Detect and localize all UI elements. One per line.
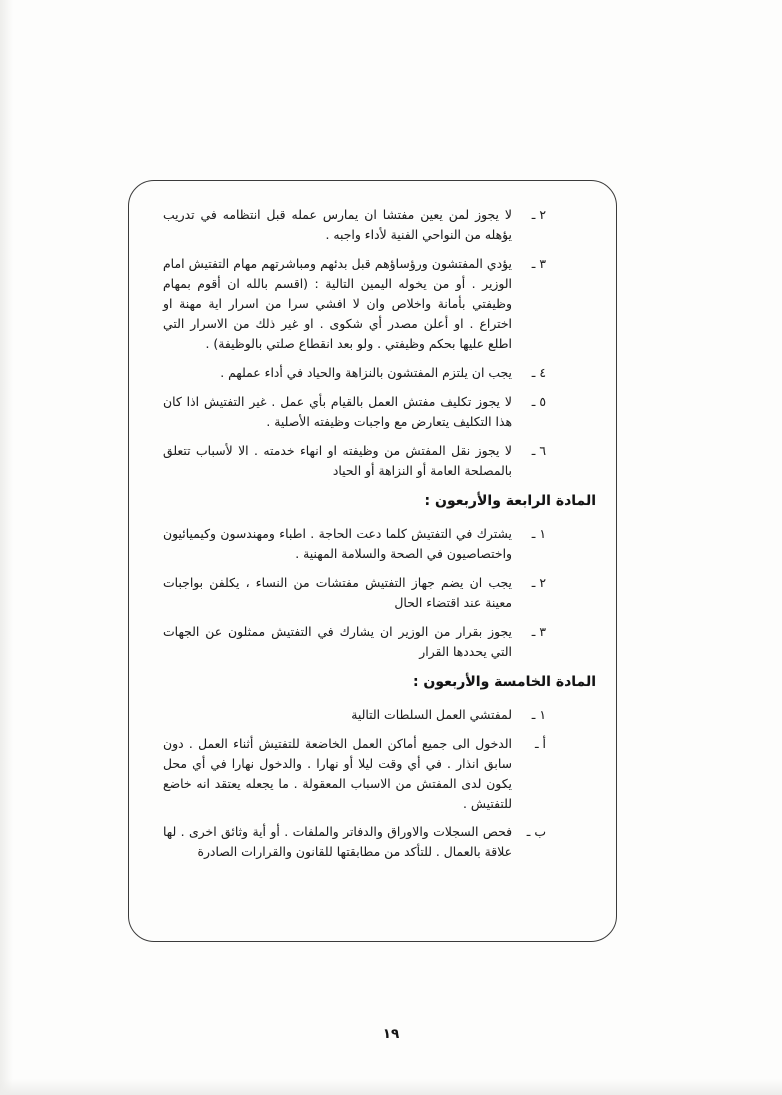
item-text: فحص السجلات والاوراق والدفاتر والملفات . أو أية وثائق اخرى . لها علاقة بالعمال . للتأكد من مطابقتها للقانون والقرارات الصادرة <box>163 824 512 859</box>
item-text: الدخول الى جميع أماكن العمل الخاضعة للتفتيش أثناء العمل . دون سابق انذار . في أي وقت ليلا أو نهارا . والدخول نهارا في أي محل يكون لدى المفتش من الاسباب المعقولة . ما يجعله يعتقد انه خاضع للتفتيش . <box>163 736 512 811</box>
item-marker: ١ ـ <box>531 707 546 722</box>
article-44-item-2 <box>163 573 546 613</box>
list-item-5 <box>163 392 546 432</box>
article-44-heading: المادة الرابعة والأربعون : <box>424 493 596 509</box>
item-marker: ٦ ـ <box>531 443 546 458</box>
item-text: يجب ان يلتزم المفتشون بالنزاهة والحياد في أداء عملهم . <box>220 365 512 380</box>
article-45-powers-list <box>163 734 596 862</box>
item-marker: ٣ ـ <box>531 256 546 271</box>
power-item-a <box>163 734 546 814</box>
article-45-item-1 <box>163 705 546 725</box>
item-text: يجب ان يضم جهاز التفتيش مفتشات من النساء ، يكلفن بواجبات معينة عند اقتضاء الحال <box>163 575 512 610</box>
list-item-6 <box>163 441 546 481</box>
item-text: يشترك في التفتيش كلما دعت الحاجة . اطباء ومهندسون وكيميائيون واختصاصيون في الصحة والسلامة المهنية . <box>163 526 512 561</box>
item-text: لا يجوز نقل المفتش من وظيفته او انهاء خدمته . الا لأسباب تتعلق بالمصلحة العامة أو النزاهة أو الحياد <box>163 443 512 478</box>
item-text: يجوز بقرار من الوزير ان يشارك في التفتيش ممثلون عن الجهات التي يحددها القرار <box>163 624 512 659</box>
item-marker: ٢ ـ <box>531 207 546 222</box>
item-text: يؤدي المفتشون ورؤساؤهم قبل بدئهم ومباشرتهم مهام التفتيش امام الوزير . أو من يخوله اليمين التالية : (اقسم بالله ان أقوم بمهام وظيفتي بأمانة واخلاص وان لا افشي سرا من اسرار اية مهنة او اختراع . او أعلن مصدر أي شكوى . او غير ذلك من الاسرار التي اطلع عليها بحكم وظيفتي . ولو بعد انقطاع صلتي بالوظيفة) . <box>163 256 512 351</box>
power-item-b <box>163 822 546 862</box>
item-marker: ٤ ـ <box>531 365 546 380</box>
article-44-item-1 <box>163 524 546 564</box>
item-marker: ٥ ـ <box>531 394 546 409</box>
page-number: ١٩ <box>382 1026 400 1042</box>
article-44-item-3 <box>163 622 546 662</box>
item-text: لمفتشي العمل السلطات التالية <box>351 707 512 722</box>
item-marker: ٢ ـ <box>531 575 546 590</box>
page-border-frame <box>128 180 617 942</box>
article-45-heading: المادة الخامسة والأربعون : <box>412 674 596 690</box>
item-marker: أ ـ <box>534 736 546 751</box>
item-marker: ١ ـ <box>531 526 546 541</box>
item-text: لا يجوز تكليف مفتش العمل بالقيام بأي عمل . غير التفتيش اذا كان هذا التكليف يتعارض مع واجبات وظيفته الأصلية . <box>163 394 512 429</box>
item-marker: ب ـ <box>526 824 546 839</box>
list-item-2 <box>163 205 546 245</box>
item-marker: ٣ ـ <box>531 624 546 639</box>
item-text: لا يجوز لمن يعين مفتشا ان يمارس عمله قبل انتظامه في تدريب يؤهله من النواحي الفنية لأداء واجبه . <box>163 207 512 242</box>
list-item-3 <box>163 254 546 354</box>
list-item-4 <box>163 363 546 383</box>
